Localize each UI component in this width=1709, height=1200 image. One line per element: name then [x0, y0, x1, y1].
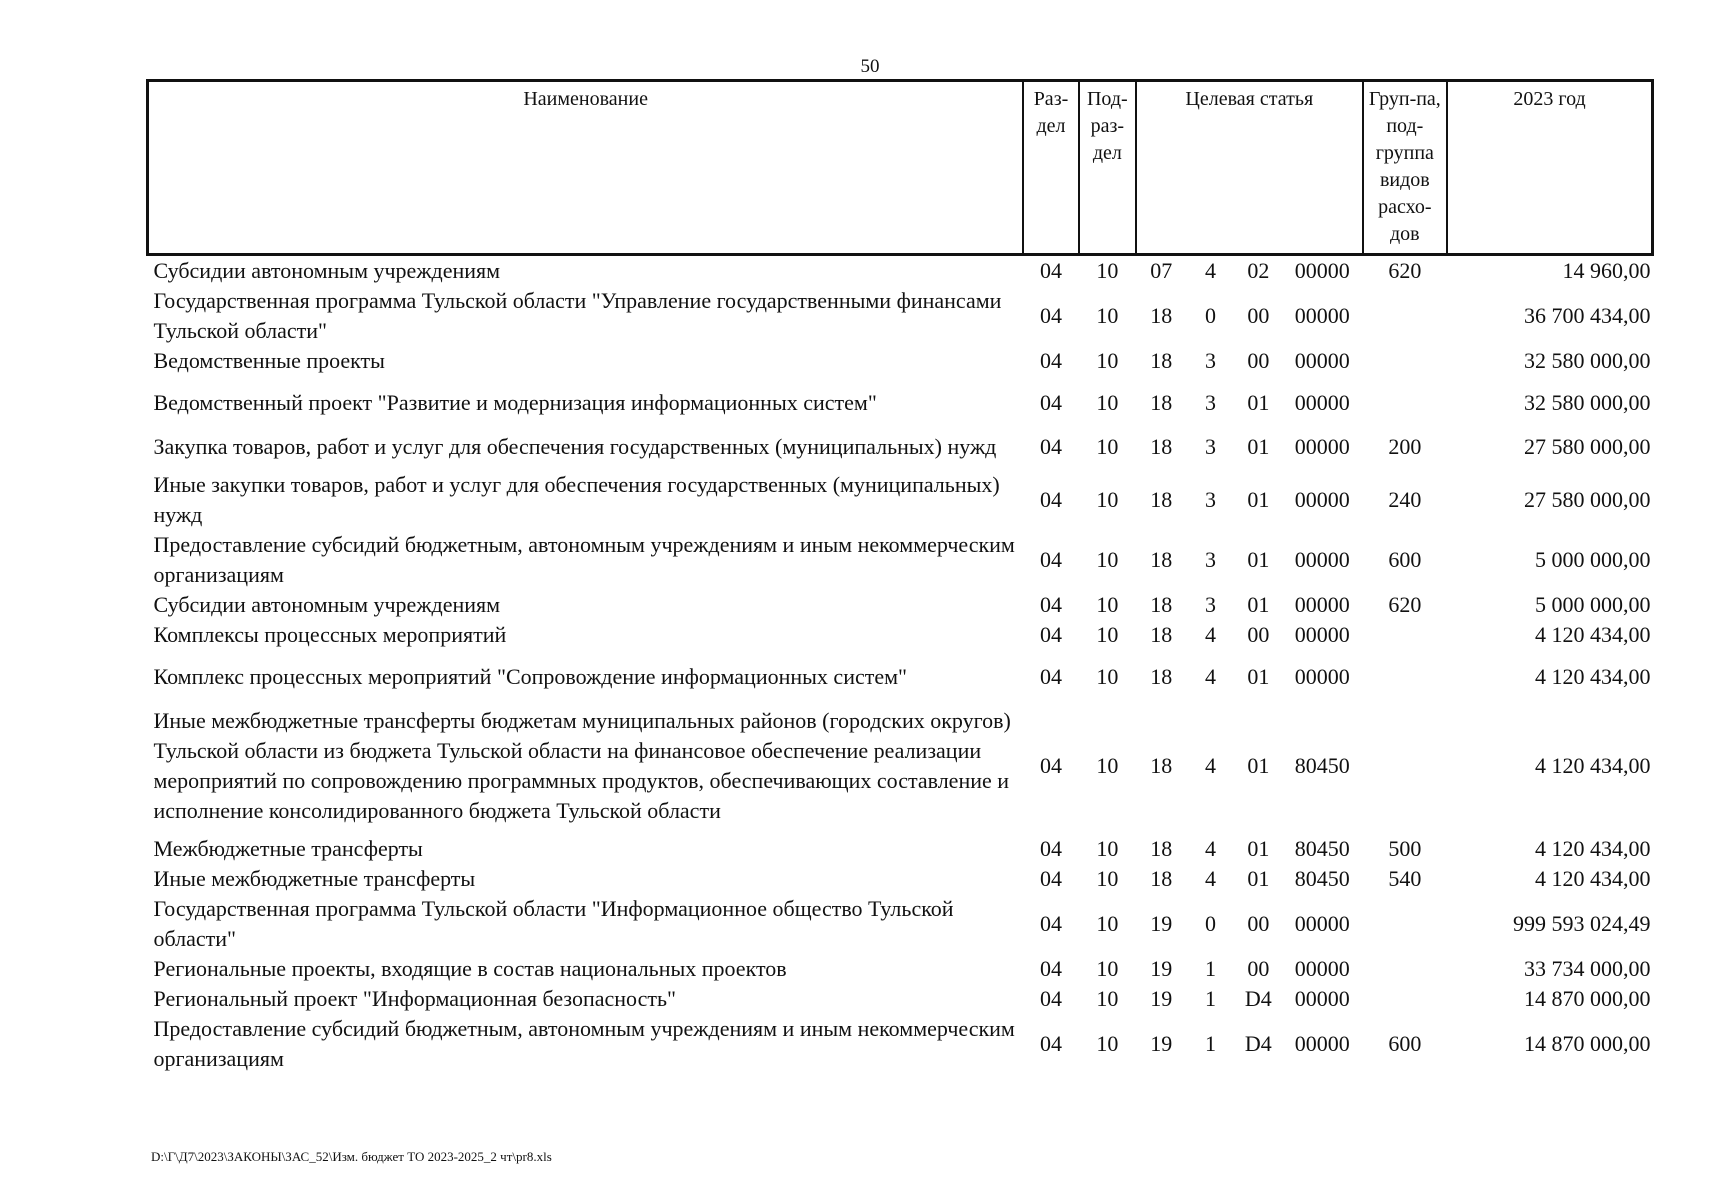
row-target-direction: 00000 [1294, 303, 1350, 328]
row-target-type: 3 [1205, 592, 1217, 617]
row-amount: 5 000 000,00 [1535, 592, 1651, 617]
row-target-direction: 00000 [1294, 911, 1350, 936]
row-target-subprogram: 00 [1247, 303, 1270, 328]
row-name: Иные межбюджетные трансферты бюджетам муниципальных районов (городских округов) Тульской области из бюджета Тульской области на финансовое обеспечение реализации мероприятий по сопровождению программных продуктов, обеспечивающих составление и исполнение консолидированного бюджета Тульской области [153, 708, 1011, 823]
row-target-direction: 00000 [1294, 434, 1350, 459]
row-podrazdel: 10 [1096, 1031, 1119, 1056]
row-name: Иные закупки товаров, работ и услуг для обеспечения государственных (муниципальных) нужд [153, 472, 1000, 527]
row-name: Государственная программа Тульской области "Информационное общество Тульской области" [153, 896, 954, 951]
row-amount: 14 870 000,00 [1524, 1031, 1651, 1056]
row-amount: 4 120 434,00 [1535, 753, 1651, 778]
budget-table [146, 79, 1654, 1074]
table-row [148, 864, 1653, 894]
table-row [148, 346, 1653, 376]
row-target-direction: 80450 [1294, 753, 1350, 778]
row-target-type: 1 [1205, 1031, 1217, 1056]
row-target-subprogram: 01 [1247, 390, 1270, 415]
row-razdel: 04 [1039, 986, 1062, 1011]
row-target-subprogram: 01 [1247, 592, 1270, 617]
row-name: Закупка товаров, работ и услуг для обеспечения государственных (муниципальных) нужд [153, 434, 997, 459]
row-target-type: 3 [1205, 547, 1217, 572]
row-podrazdel: 10 [1096, 434, 1119, 459]
row-target-direction: 00000 [1294, 258, 1350, 283]
table-row [148, 620, 1653, 650]
row-podrazdel: 10 [1096, 390, 1119, 415]
row-name: Региональный проект "Информационная безопасность" [153, 986, 676, 1011]
row-target-subprogram: 01 [1247, 836, 1270, 861]
header-group: Груп-па, под-группа видов расхо-дов [1363, 81, 1448, 255]
table-row [148, 894, 1653, 954]
row-podrazdel: 10 [1096, 592, 1119, 617]
row-razdel: 04 [1039, 592, 1062, 617]
page-number: 50 [860, 56, 880, 77]
row-razdel: 04 [1039, 487, 1062, 512]
table-row [148, 590, 1653, 620]
row-target-program: 18 [1150, 866, 1173, 891]
row-target-program: 18 [1150, 434, 1173, 459]
row-target-direction: 00000 [1294, 986, 1350, 1011]
header-podrazdel: Под-раз-дел [1079, 81, 1136, 255]
row-target-type: 1 [1205, 986, 1217, 1011]
row-target-program: 19 [1150, 956, 1173, 981]
row-razdel: 04 [1039, 753, 1062, 778]
row-podrazdel: 10 [1096, 487, 1119, 512]
row-target-type: 4 [1205, 664, 1217, 689]
row-razdel: 04 [1039, 836, 1062, 861]
row-target-program: 18 [1150, 836, 1173, 861]
row-target-program: 18 [1150, 547, 1173, 572]
row-target-subprogram: 01 [1247, 547, 1270, 572]
table-row [148, 698, 1653, 834]
header-target: Целевая статья [1136, 81, 1363, 255]
row-expense-group [1363, 620, 1448, 650]
row-expense-group: 600 [1388, 547, 1422, 572]
row-target-direction: 00000 [1294, 622, 1350, 647]
table-row [148, 834, 1653, 864]
row-target-subprogram: 01 [1247, 664, 1270, 689]
row-target-program: 18 [1150, 664, 1173, 689]
row-razdel: 04 [1039, 956, 1062, 981]
row-name: Субсидии автономным учреждениям [153, 258, 501, 283]
row-target-type: 4 [1205, 622, 1217, 647]
row-razdel: 04 [1039, 622, 1062, 647]
row-amount: 4 120 434,00 [1535, 622, 1651, 647]
row-target-program: 19 [1150, 986, 1173, 1011]
row-podrazdel: 10 [1096, 303, 1119, 328]
table-row [148, 470, 1653, 530]
row-target-program: 18 [1150, 487, 1173, 512]
row-target-type: 4 [1205, 753, 1217, 778]
row-target-subprogram: D4 [1244, 986, 1272, 1011]
row-target-direction: 00000 [1294, 487, 1350, 512]
row-target-subprogram: 02 [1247, 258, 1270, 283]
row-expense-group: 600 [1388, 1031, 1422, 1056]
row-name: Предоставление субсидий бюджетным, автономным учреждениям и иным некоммерческим организациям [153, 532, 1015, 587]
table-row [148, 424, 1653, 470]
row-expense-group [1363, 346, 1448, 376]
row-target-type: 4 [1205, 836, 1217, 861]
row-expense-group [1363, 286, 1448, 346]
row-target-type: 0 [1205, 911, 1217, 936]
row-name: Комплекс процессных мероприятий "Сопровождение информационных систем" [153, 664, 908, 689]
row-target-program: 18 [1150, 390, 1173, 415]
row-target-type: 0 [1205, 303, 1217, 328]
row-target-subprogram: 01 [1247, 487, 1270, 512]
row-podrazdel: 10 [1096, 866, 1119, 891]
row-amount: 27 580 000,00 [1524, 487, 1651, 512]
row-name: Государственная программа Тульской области "Управление государственными финансами Тульской области" [153, 288, 1002, 343]
row-razdel: 04 [1039, 348, 1062, 373]
row-razdel: 04 [1039, 1031, 1062, 1056]
footer-file-path: D:\Г\Д7\2023\ЗАКОНЫ\ЗАС_52\Изм. бюджет ТО 2023-2025_2 чт\pr8.xls [151, 1149, 552, 1164]
row-target-program: 18 [1150, 303, 1173, 328]
row-name: Межбюджетные трансферты [153, 836, 423, 861]
table-row [148, 984, 1653, 1014]
table-row [148, 286, 1653, 346]
row-target-direction: 80450 [1294, 836, 1350, 861]
row-podrazdel: 10 [1096, 911, 1119, 936]
row-amount: 4 120 434,00 [1535, 866, 1651, 891]
row-target-subprogram: 01 [1247, 753, 1270, 778]
row-expense-group [1363, 894, 1448, 954]
row-expense-group [1363, 698, 1448, 834]
table-row [148, 255, 1653, 287]
row-razdel: 04 [1039, 303, 1062, 328]
row-target-subprogram: 00 [1247, 348, 1270, 373]
row-target-subprogram: D4 [1244, 1031, 1272, 1056]
header-razdel: Раз-дел [1023, 81, 1078, 255]
row-amount: 33 734 000,00 [1524, 956, 1651, 981]
row-name: Комплексы процессных мероприятий [153, 622, 507, 647]
row-target-subprogram: 01 [1247, 866, 1270, 891]
row-podrazdel: 10 [1096, 348, 1119, 373]
row-expense-group [1363, 376, 1448, 424]
row-name: Региональные проекты, входящие в состав национальных проектов [153, 956, 787, 981]
row-podrazdel: 10 [1096, 622, 1119, 647]
row-razdel: 04 [1039, 390, 1062, 415]
row-target-program: 18 [1150, 753, 1173, 778]
row-expense-group [1363, 650, 1448, 698]
row-razdel: 04 [1039, 664, 1062, 689]
row-podrazdel: 10 [1096, 258, 1119, 283]
row-podrazdel: 10 [1096, 836, 1119, 861]
row-target-type: 3 [1205, 434, 1217, 459]
row-target-subprogram: 01 [1247, 434, 1270, 459]
row-target-type: 3 [1205, 348, 1217, 373]
row-razdel: 04 [1039, 547, 1062, 572]
row-target-type: 4 [1205, 866, 1217, 891]
row-expense-group: 200 [1388, 434, 1422, 459]
row-expense-group: 540 [1388, 866, 1422, 891]
row-podrazdel: 10 [1096, 956, 1119, 981]
row-amount: 4 120 434,00 [1535, 836, 1651, 861]
row-amount: 5 000 000,00 [1535, 547, 1651, 572]
row-name: Предоставление субсидий бюджетным, автономным учреждениям и иным некоммерческим организациям [153, 1016, 1015, 1071]
row-razdel: 04 [1039, 866, 1062, 891]
row-target-type: 4 [1205, 258, 1217, 283]
row-name: Иные межбюджетные трансферты [153, 866, 476, 891]
row-podrazdel: 10 [1096, 547, 1119, 572]
row-target-direction: 00000 [1294, 592, 1350, 617]
row-expense-group [1363, 984, 1448, 1014]
row-target-direction: 00000 [1294, 664, 1350, 689]
row-razdel: 04 [1039, 434, 1062, 459]
row-target-direction: 80450 [1294, 866, 1350, 891]
row-razdel: 04 [1039, 911, 1062, 936]
row-expense-group: 500 [1388, 836, 1422, 861]
row-target-program: 18 [1150, 592, 1173, 617]
row-podrazdel: 10 [1096, 664, 1119, 689]
row-target-direction: 00000 [1294, 390, 1350, 415]
row-amount: 14 960,00 [1562, 258, 1651, 283]
row-amount: 4 120 434,00 [1535, 664, 1651, 689]
row-target-type: 1 [1205, 956, 1217, 981]
table-row [148, 650, 1653, 698]
row-podrazdel: 10 [1096, 753, 1119, 778]
row-target-type: 3 [1205, 390, 1217, 415]
row-target-program: 18 [1150, 348, 1173, 373]
row-target-program: 19 [1150, 1031, 1173, 1056]
row-name: Ведомственные проекты [153, 348, 385, 373]
table-row [148, 376, 1653, 424]
row-amount: 36 700 434,00 [1524, 303, 1651, 328]
row-amount: 14 870 000,00 [1524, 986, 1651, 1011]
row-target-program: 18 [1150, 622, 1173, 647]
table-header [148, 81, 1653, 255]
row-target-type: 3 [1205, 487, 1217, 512]
table-row [148, 1014, 1653, 1074]
row-amount: 999 593 024,49 [1513, 911, 1651, 936]
header-name: Наименование [148, 81, 1024, 255]
row-expense-group: 620 [1388, 258, 1422, 283]
row-amount: 32 580 000,00 [1524, 348, 1651, 373]
table-row [148, 954, 1653, 984]
row-expense-group: 240 [1388, 487, 1422, 512]
row-target-program: 07 [1150, 258, 1173, 283]
table-row [148, 530, 1653, 590]
row-name: Субсидии автономным учреждениям [153, 592, 501, 617]
row-target-direction: 00000 [1294, 348, 1350, 373]
row-amount: 32 580 000,00 [1524, 390, 1651, 415]
row-name: Ведомственный проект "Развитие и модернизация информационных систем" [153, 390, 877, 415]
row-target-direction: 00000 [1294, 547, 1350, 572]
table-body [148, 255, 1653, 1075]
row-podrazdel: 10 [1096, 986, 1119, 1011]
header-year: 2023 год [1447, 81, 1652, 255]
row-target-subprogram: 00 [1247, 911, 1270, 936]
row-target-direction: 00000 [1294, 1031, 1350, 1056]
row-expense-group: 620 [1388, 592, 1422, 617]
row-target-subprogram: 00 [1247, 956, 1270, 981]
row-target-program: 19 [1150, 911, 1173, 936]
row-target-subprogram: 00 [1247, 622, 1270, 647]
row-amount: 27 580 000,00 [1524, 434, 1651, 459]
row-razdel: 04 [1039, 258, 1062, 283]
row-target-direction: 00000 [1294, 956, 1350, 981]
row-expense-group [1363, 954, 1448, 984]
